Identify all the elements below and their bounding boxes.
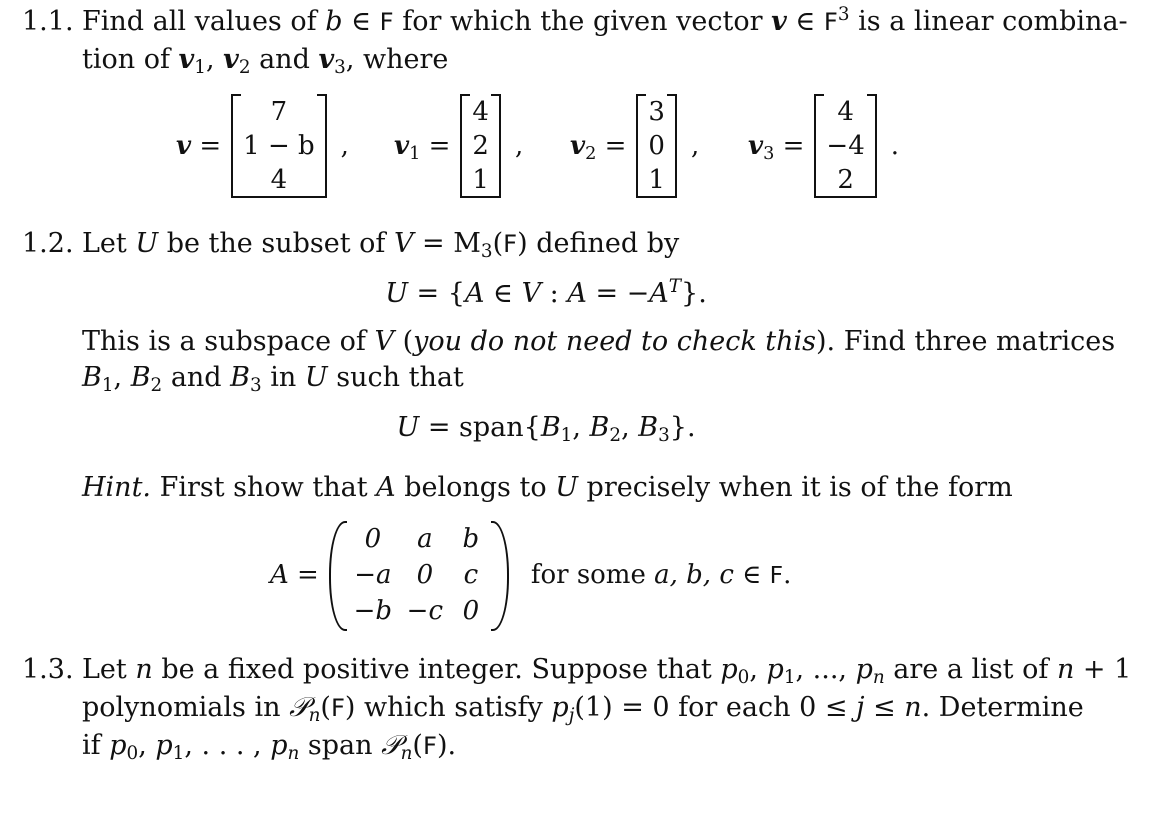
problem-number: 1.1. — [22, 6, 74, 37]
vector-v1: $v_1$ = 4 2 1 , — [394, 90, 523, 202]
bracket-matrix: 3 0 1 — [636, 94, 677, 198]
problem-number: 1.2. — [22, 228, 74, 259]
bracket-matrix: 7 1 − b 4 — [231, 94, 327, 198]
problem-text-line: $B_1$, $B_2$ and $B_3$ in U such that — [82, 362, 464, 397]
display-equation: $U = span\{B_1$, $B_2$, $B_3$}. — [396, 412, 696, 447]
problem-text-line: Find all values of b ∈ F for which the given vector v ∈ $F^3$ is a linear combina- — [82, 3, 1128, 37]
bracket-matrix: 4 2 1 — [460, 94, 501, 198]
problem-text-line: This is a subspace of V (you do not need to check this). Find three matrices — [82, 326, 1116, 357]
problem-text-line: if $p_0$, $p_1$, . . . , $p_n$ span 𝒫$_n$(F). — [82, 730, 457, 765]
vector-v3: $v_3$ = 4 −4 2 . — [748, 90, 899, 202]
matrix-form: A = 0 a b −a 0 c −b −c 0 for some a, b, c ∈ F. — [270, 520, 791, 630]
matrix-condition: for some a, b, c ∈ F. — [530, 560, 792, 590]
vector-row — [0, 90, 1152, 202]
vector-v2: $v_2$ = 3 0 1 , — [570, 90, 699, 202]
vector-v: v = 7 1 − b 4 , — [176, 90, 349, 202]
paren-matrix: 0 a b −a 0 c −b −c 0 — [329, 521, 509, 629]
display-equation: U = {A ∈ V : $A = -A^T$}. — [385, 275, 707, 309]
bracket-matrix: 4 −4 2 — [814, 94, 876, 198]
problem-text-line: Let U be the subset of $V = M_3(F)$ defined by — [82, 228, 680, 263]
problem-text-line: polynomials in 𝒫$_n$(F) which satisfy $p_j(1) = 0$ for each 0 ≤ j ≤ n. Determine — [82, 692, 1084, 727]
hint-line: Hint. First show that A belongs to U precisely when it is of the form — [82, 472, 1013, 503]
problem-number: 1.3. — [22, 654, 74, 685]
problem-text-line: Let n be a fixed positive integer. Suppose that $p_0$, $p_1$, ..., $p_n$ are a list of n + 1 — [82, 654, 1132, 689]
problem-text-line: tion of $v_1$, $v_2$ and $v_3$, where — [82, 44, 449, 79]
